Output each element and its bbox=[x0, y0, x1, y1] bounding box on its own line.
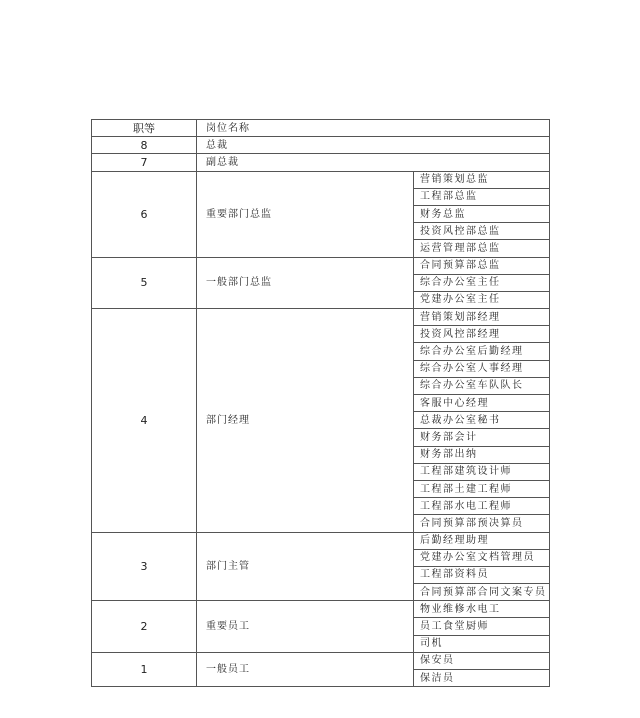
table-row bbox=[92, 137, 550, 154]
position-cell: 工程部总监 bbox=[414, 188, 550, 205]
position-cell: 综合办公室主任 bbox=[414, 274, 550, 291]
title-cell: 一般部门总监 bbox=[197, 257, 414, 309]
position-cell: 投资风控部经理 bbox=[414, 326, 550, 343]
table-row bbox=[92, 154, 550, 171]
position-cell: 工程部土建工程师 bbox=[414, 480, 550, 497]
table-row bbox=[92, 601, 550, 618]
title-cell: 部门经理 bbox=[197, 309, 414, 532]
title-cell: 重要员工 bbox=[197, 601, 414, 653]
position-cell: 保安员 bbox=[414, 652, 550, 669]
position-cell: 后勤经理助理 bbox=[414, 532, 550, 549]
grade-cell: 7 bbox=[92, 154, 197, 171]
table-body bbox=[92, 120, 550, 687]
title-cell: 副总裁 bbox=[197, 154, 550, 171]
table-row bbox=[92, 257, 550, 274]
table-header-row bbox=[92, 120, 550, 137]
table-row bbox=[92, 309, 550, 326]
title-cell: 总裁 bbox=[197, 137, 550, 154]
position-cell: 财务部出纳 bbox=[414, 446, 550, 463]
title-cell: 一般员工 bbox=[197, 652, 414, 686]
position-cell: 党建办公室主任 bbox=[414, 291, 550, 308]
grade-cell: 8 bbox=[92, 137, 197, 154]
table-row bbox=[92, 652, 550, 669]
header-title: 岗位名称 bbox=[197, 120, 550, 137]
title-cell: 部门主管 bbox=[197, 532, 414, 601]
position-cell: 财务总监 bbox=[414, 205, 550, 222]
position-cell: 司机 bbox=[414, 635, 550, 652]
position-cell: 合同预算部总监 bbox=[414, 257, 550, 274]
position-cell: 工程部水电工程师 bbox=[414, 498, 550, 515]
position-cell: 综合办公室后勤经理 bbox=[414, 343, 550, 360]
position-cell: 工程部建筑设计师 bbox=[414, 463, 550, 480]
position-grade-table bbox=[91, 119, 550, 687]
position-cell: 运营管理部总监 bbox=[414, 240, 550, 257]
position-cell: 合同预算部合同文案专员 bbox=[414, 584, 550, 601]
position-cell: 营销策划总监 bbox=[414, 171, 550, 188]
grade-cell: 6 bbox=[92, 171, 197, 257]
position-cell: 合同预算部预决算员 bbox=[414, 515, 550, 532]
grade-cell: 5 bbox=[92, 257, 197, 309]
position-cell: 投资风控部总监 bbox=[414, 223, 550, 240]
table-row bbox=[92, 532, 550, 549]
grade-cell: 4 bbox=[92, 309, 197, 532]
grade-cell: 3 bbox=[92, 532, 197, 601]
position-cell: 物业维修水电工 bbox=[414, 601, 550, 618]
position-cell: 总裁办公室秘书 bbox=[414, 412, 550, 429]
grade-cell: 1 bbox=[92, 652, 197, 686]
position-cell: 综合办公室车队队长 bbox=[414, 377, 550, 394]
position-cell: 工程部资料员 bbox=[414, 566, 550, 583]
position-cell: 员工食堂厨师 bbox=[414, 618, 550, 635]
header-grade: 职等 bbox=[92, 120, 197, 137]
table-row bbox=[92, 171, 550, 188]
position-cell: 营销策划部经理 bbox=[414, 309, 550, 326]
position-cell: 客服中心经理 bbox=[414, 395, 550, 412]
title-cell: 重要部门总监 bbox=[197, 171, 414, 257]
grade-cell: 2 bbox=[92, 601, 197, 653]
position-cell: 财务部会计 bbox=[414, 429, 550, 446]
position-cell: 综合办公室人事经理 bbox=[414, 360, 550, 377]
position-cell: 保洁员 bbox=[414, 670, 550, 687]
position-cell: 党建办公室文档管理员 bbox=[414, 549, 550, 566]
